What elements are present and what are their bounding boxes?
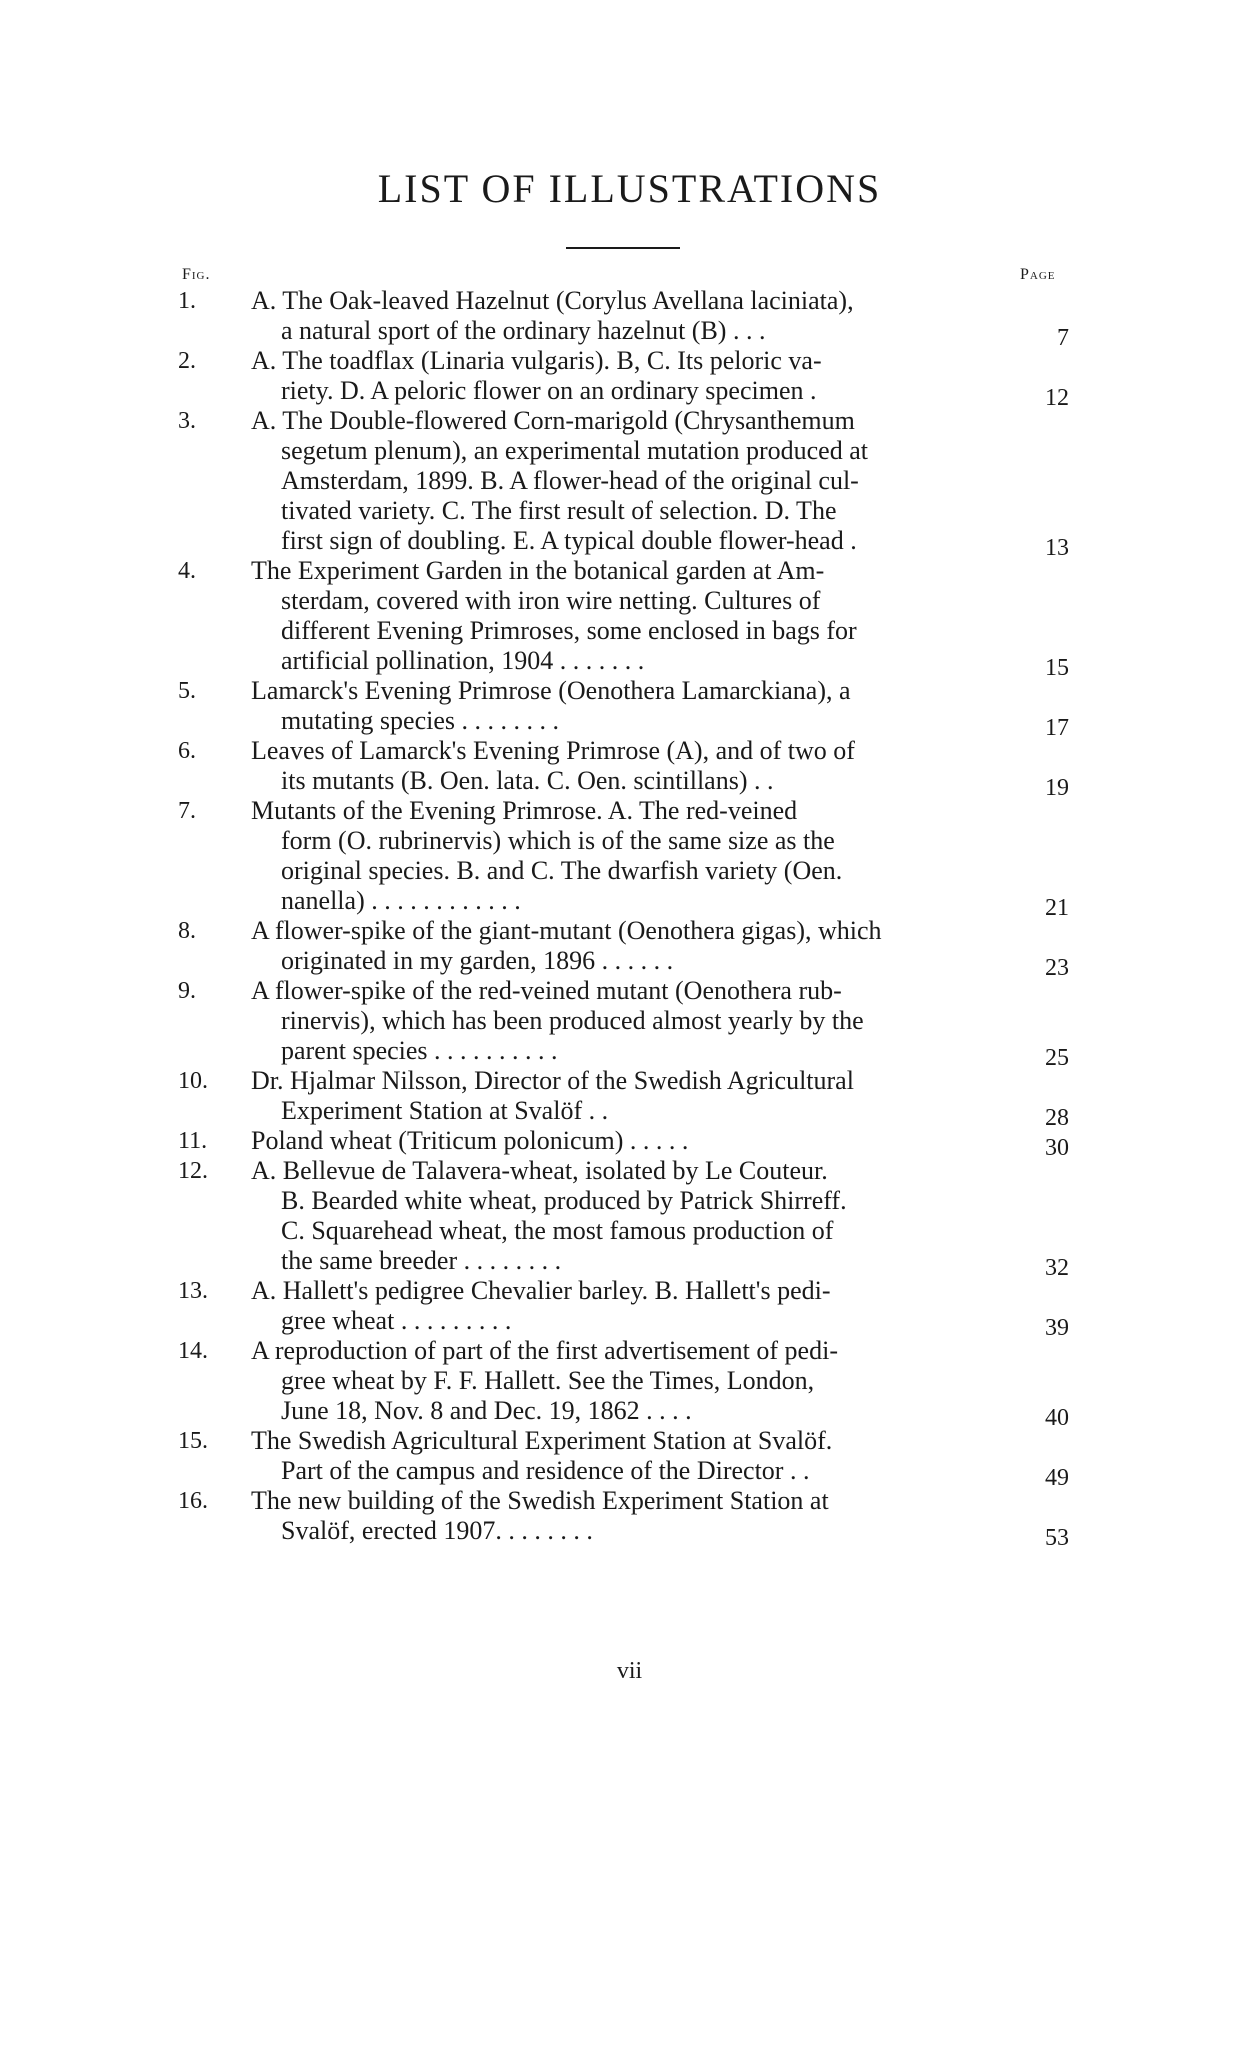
caption-line: a natural sport of the ordinary hazelnut (B) . . . — [281, 316, 766, 345]
figure-number: 12. — [178, 1158, 208, 1184]
list-item — [0, 286, 1259, 351]
figure-number: 14. — [178, 1338, 208, 1364]
caption-line: originated in my garden, 1896 . . . . . . — [281, 946, 674, 975]
list-item — [0, 1336, 1259, 1431]
page-column-label: Page — [1020, 266, 1056, 283]
list-item — [0, 406, 1259, 561]
figure-number: 6. — [178, 738, 196, 764]
caption-line: Experiment Station at Svalöf . . — [281, 1096, 609, 1125]
list-item — [0, 1126, 1259, 1161]
page-number: 40 — [1045, 1405, 1069, 1431]
caption-line: A. The toadflax (Linaria vulgaris). B, C. Its peloric va- — [251, 346, 822, 375]
figure-number: 2. — [178, 348, 196, 374]
page-number: 49 — [1045, 1465, 1069, 1491]
caption-line: sterdam, covered with iron wire netting. Cultures of — [281, 586, 821, 615]
figure-caption — [251, 1336, 999, 1426]
page-number: 7 — [1057, 325, 1069, 351]
caption-line: The new building of the Swedish Experiment Station at — [251, 1486, 829, 1515]
figure-caption — [251, 916, 999, 976]
figure-caption — [251, 1486, 999, 1546]
caption-line: A. Bellevue de Talavera-wheat, isolated by Le Couteur. — [251, 1156, 828, 1185]
page-folio: vii — [616, 1658, 643, 1684]
list-item — [0, 346, 1259, 411]
caption-line: parent species . . . . . . . . . . — [281, 1036, 558, 1065]
page-number: 32 — [1045, 1255, 1069, 1281]
caption-line: C. Squarehead wheat, the most famous production of — [281, 1216, 834, 1245]
figure-number: 13. — [178, 1278, 208, 1304]
page-number: 13 — [1045, 535, 1069, 561]
list-item — [0, 676, 1259, 741]
figure-caption — [251, 1066, 999, 1126]
figure-number: 16. — [178, 1488, 208, 1514]
page-number: 53 — [1045, 1525, 1069, 1551]
caption-line: riety. D. A peloric flower on an ordinary specimen . — [281, 376, 817, 405]
caption-line: The Experiment Garden in the botanical garden at Am- — [251, 556, 825, 585]
figure-caption — [251, 1156, 999, 1276]
page-number: 15 — [1045, 655, 1069, 681]
caption-line: A flower-spike of the red-veined mutant (Oenothera rub- — [251, 976, 842, 1005]
figure-number: 9. — [178, 978, 196, 1004]
caption-line: A. Hallett's pedigree Chevalier barley. B. Hallett's pedi- — [251, 1276, 831, 1305]
list-item — [0, 556, 1259, 681]
caption-line: mutating species . . . . . . . . — [281, 706, 560, 735]
page-number: 30 — [1045, 1135, 1069, 1161]
page-number: 12 — [1045, 385, 1069, 411]
figure-caption — [251, 1426, 999, 1486]
figure-caption — [251, 736, 999, 796]
page-number: 23 — [1045, 955, 1069, 981]
list-item — [0, 1066, 1259, 1131]
figure-number: 4. — [178, 558, 196, 584]
page-number: 25 — [1045, 1045, 1069, 1071]
caption-line: Leaves of Lamarck's Evening Primrose (A), and of two of — [251, 736, 855, 765]
caption-line: gree wheat by F. F. Hallett. See the Times, London, — [281, 1366, 815, 1395]
page-number: 21 — [1045, 895, 1069, 921]
figure-number: 7. — [178, 798, 196, 824]
caption-line: Amsterdam, 1899. B. A flower-head of the original cul- — [281, 466, 859, 495]
list-item — [0, 1426, 1259, 1491]
list-item — [0, 736, 1259, 801]
caption-line: June 18, Nov. 8 and Dec. 19, 1862 . . . . — [281, 1396, 692, 1425]
caption-line: A. The Double-flowered Corn-marigold (Chrysanthemum — [251, 406, 855, 435]
list-item — [0, 796, 1259, 921]
page-number: 39 — [1045, 1315, 1069, 1341]
caption-line: A. The Oak-leaved Hazelnut (Corylus Avellana laciniata), — [251, 286, 854, 315]
caption-line: A reproduction of part of the first advertisement of pedi- — [251, 1336, 838, 1365]
page-title: LIST OF ILLUSTRATIONS — [377, 166, 882, 211]
caption-line: segetum plenum), an experimental mutation produced at — [281, 436, 868, 465]
caption-line: the same breeder . . . . . . . . — [281, 1246, 562, 1275]
caption-line: rinervis), which has been produced almost yearly by the — [281, 1006, 864, 1035]
figure-caption — [251, 676, 999, 736]
caption-line: Part of the campus and residence of the Director . . — [281, 1456, 810, 1485]
figure-caption — [251, 1276, 999, 1336]
figure-number: 5. — [178, 678, 196, 704]
illustrations-list — [0, 286, 1259, 1551]
page-number: 17 — [1045, 715, 1069, 741]
caption-line: Dr. Hjalmar Nilsson, Director of the Swedish Agricultural — [251, 1066, 854, 1095]
list-item — [0, 1156, 1259, 1281]
list-item — [0, 1486, 1259, 1551]
figure-caption — [251, 406, 999, 556]
figure-number: 11. — [178, 1128, 208, 1154]
caption-line: artificial pollination, 1904 . . . . . . . — [281, 646, 645, 675]
figure-number: 8. — [178, 918, 196, 944]
figure-number: 1. — [178, 288, 196, 314]
caption-line: form (O. rubrinervis) which is of the same size as the — [281, 826, 835, 855]
figure-caption — [251, 1126, 999, 1156]
caption-line: gree wheat . . . . . . . . . — [281, 1306, 512, 1335]
caption-line: B. Bearded white wheat, produced by Patrick Shirreff. — [281, 1186, 847, 1215]
caption-line: first sign of doubling. E. A typical double flower-head . — [281, 526, 857, 555]
figure-caption — [251, 976, 999, 1066]
caption-line: Mutants of the Evening Primrose. A. The red-veined — [251, 796, 798, 825]
caption-line: A flower-spike of the giant-mutant (Oenothera gigas), which — [251, 916, 882, 945]
figure-number: 3. — [178, 408, 196, 434]
caption-line: Svalöf, erected 1907. . . . . . . . — [281, 1516, 593, 1545]
figure-caption — [251, 346, 999, 406]
caption-line: different Evening Primroses, some enclosed in bags for — [281, 616, 857, 645]
caption-line: The Swedish Agricultural Experiment Station at Svalöf. — [251, 1426, 833, 1455]
caption-line: its mutants (B. Oen. lata. C. Oen. scintillans) . . — [281, 766, 774, 795]
caption-line: Lamarck's Evening Primrose (Oenothera Lamarckiana), a — [251, 676, 851, 705]
page-number: 28 — [1045, 1105, 1069, 1131]
figure-number: 10. — [178, 1068, 208, 1094]
figure-caption — [251, 286, 999, 346]
list-item — [0, 916, 1259, 981]
figure-caption — [251, 556, 999, 676]
figure-number: 15. — [178, 1428, 208, 1454]
list-item — [0, 976, 1259, 1071]
caption-line: Poland wheat (Triticum polonicum) . . . . . — [251, 1126, 689, 1155]
caption-line: tivated variety. C. The first result of selection. D. The — [281, 496, 837, 525]
title-rule — [566, 247, 680, 249]
caption-line: original species. B. and C. The dwarfish variety (Oen. — [281, 856, 843, 885]
fig-column-label: Fig. — [182, 266, 211, 283]
caption-line: nanella) . . . . . . . . . . . . — [281, 886, 521, 915]
page-number: 19 — [1045, 775, 1069, 801]
figure-caption — [251, 796, 999, 916]
list-item — [0, 1276, 1259, 1341]
